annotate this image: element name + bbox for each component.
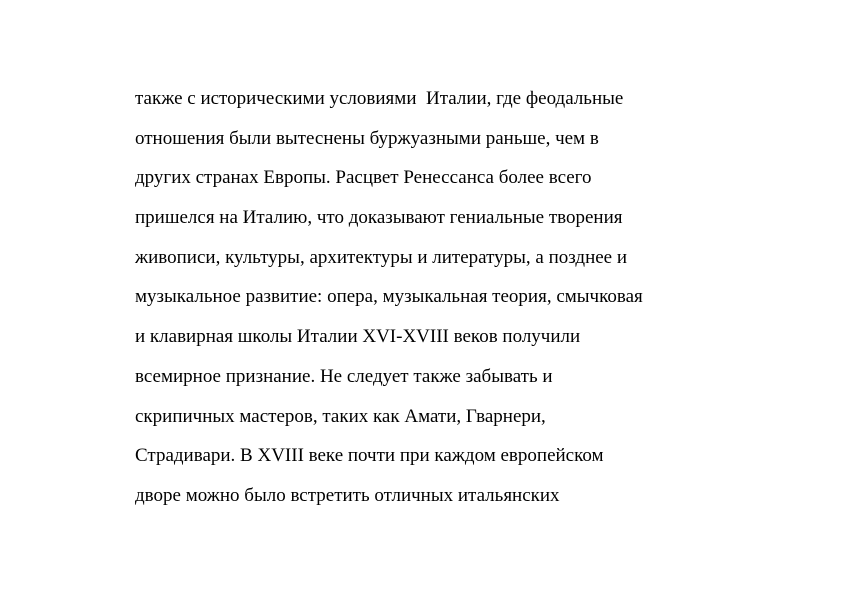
text-line: скрипичных мастеров, таких как Амати, Гварнери, <box>135 405 546 427</box>
text-line: других странах Европы. Расцвет Ренессанса более всего <box>135 167 592 189</box>
text-line: и клавирная школы Италии XVI-XVIII веков получили <box>135 326 581 348</box>
text-line: живописи, культуры, архитектуры и литературы, а позднее и <box>135 246 628 268</box>
text-line: отношения были вытеснены буржуазными раньше, чем в <box>135 127 599 149</box>
text-line: всемирное признание. Не следует также забывать и <box>135 365 553 387</box>
text-line: дворе можно было встретить отличных итальянских <box>135 484 560 506</box>
text-line: музыкальное развитие: опера, музыкальная теория, смычковая <box>135 286 643 308</box>
text-line: пришелся на Италию, что доказывают гениальные творения <box>135 207 623 229</box>
body-text <box>135 84 735 521</box>
text-line: Страдивари. В XVIII веке почти при каждом европейском <box>135 445 604 467</box>
text-line: также с историческими условиями Италии, где феодальные <box>135 88 624 109</box>
